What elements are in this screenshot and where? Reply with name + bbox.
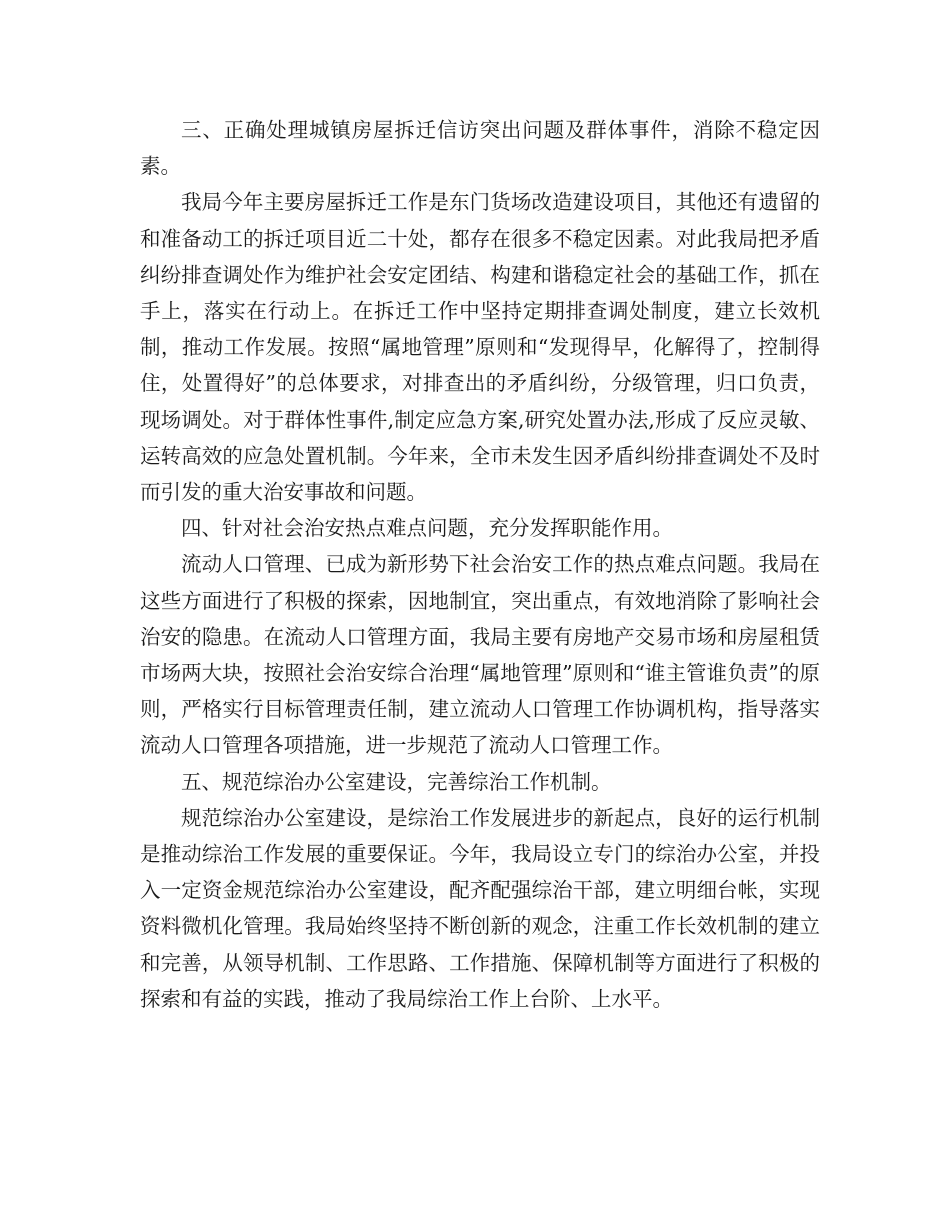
section-heading-5: 五、规范综治办公室建设，完善综治工作机制。	[181, 769, 612, 794]
document-body	[140, 112, 820, 1017]
paragraph-office-construction: 规范综治办公室建设，是综治工作发展进步的新起点，良好的运行机制是推动综治工作发展的重要保证。今年，我局设立专门的综治办公室，并投入一定资金规范综治办公室建设，配齐配强综治干部，建立明细台帐，实现资料微机化管理。我局始终坚持不断创新的观念，注重工作长效机制的建立和完善，从领导机制、工作思路、工作措施、保障机制等方面进行了积极的探索和有益的实践，推动了我局综治工作上台阶、上水平。	[140, 805, 820, 1011]
paragraph-floating-population: 流动人口管理、已成为新形势下社会治安工作的热点难点问题。我局在这些方面进行了积极的探索，因地制宜，突出重点，有效地消除了影响社会治安的隐患。在流动人口管理方面，我局主要有房地产交易市场和房屋租赁市场两大块，按照社会治安综合治理“属地管理”原则和“谁主管谁负责”的原则，严格实行目标管理责任制，建立流动人口管理工作协调机构，指导落实流动人口管理各项措施，进一步规范了流动人口管理工作。	[140, 552, 820, 758]
section-heading-3: 三、正确处理城镇房屋拆迁信访突出问题及群体事件，消除不稳定因素。	[140, 118, 820, 179]
paragraph-demolition: 我局今年主要房屋拆迁工作是东门货场改造建设项目，其他还有遗留的和准备动工的拆迁项目近二十处，都存在很多不稳定因素。对此我局把矛盾纠纷排查调处作为维护社会安定团结、构建和谐稳定社会的基础工作，抓在手上，落实在行动上。在拆迁工作中坚持定期排查调处制度，建立长效机制，推动工作发展。按照“属地管理”原则和“发现得早，化解得了，控制得住，处置得好”的总体要求，对排查出的矛盾纠纷，分级管理，归口负责，现场调处。对于群体性事件,制定应急方案,研究处置办法,形成了反应灵敏、运转高效的应急处置机制。今年来，全市未发生因矛盾纠纷排查调处不及时而引发的重大治安事故和问题。	[140, 190, 820, 505]
section-heading-4: 四、针对社会治安热点难点问题，充分发挥职能作用。	[181, 516, 673, 541]
